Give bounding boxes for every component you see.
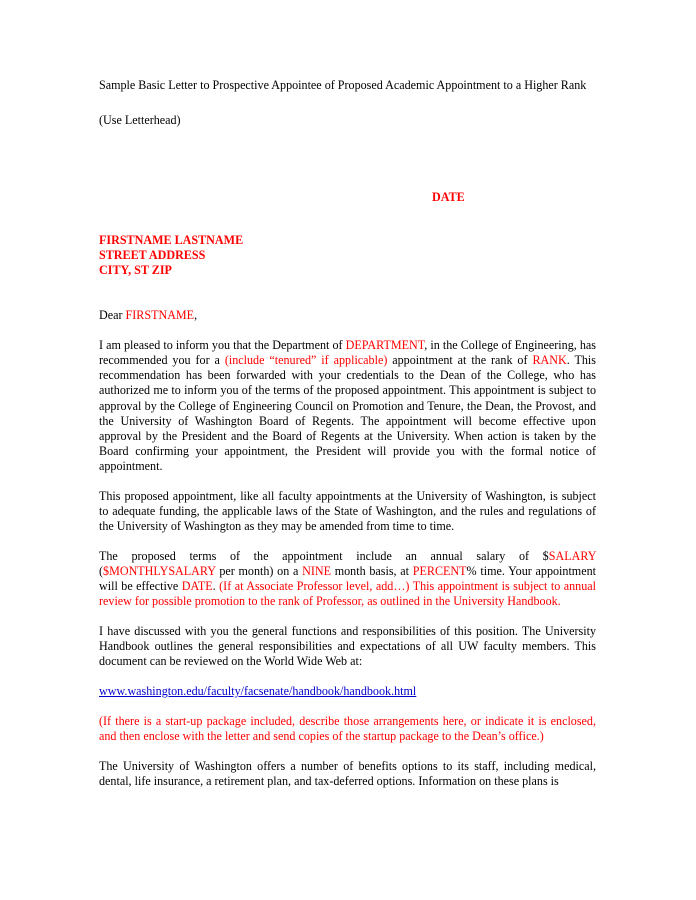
- document-title: Sample Basic Letter to Prospective Appointee of Proposed Academic Appointment to a Higher Rank: [99, 78, 587, 92]
- date-line: [99, 190, 596, 205]
- para3-segment-1: The proposed terms of the appointment include an annual salary of $: [99, 548, 549, 563]
- salutation-firstname-placeholder: FIRSTNAME: [125, 308, 195, 323]
- salutation-line: [99, 308, 596, 323]
- document-body: [99, 78, 596, 789]
- effective-date-placeholder: DATE: [181, 578, 213, 593]
- paragraph-startup-package-note: (If there is a start-up package included, describe those arrangements here, or indicate it is enclosed, and then enclose with the letter and send copies of the startup package to the Dean’s office.): [99, 714, 596, 744]
- para3-segment-4: month basis, at: [331, 563, 413, 578]
- department-placeholder: DEPARTMENT: [345, 338, 425, 353]
- tenure-note-placeholder: (include “tenured” if applicable): [224, 353, 388, 368]
- recipient-address-block: [99, 233, 596, 278]
- salary-placeholder: SALARY: [548, 548, 596, 563]
- spacer-before-url: [99, 669, 596, 684]
- date-placeholder: DATE: [432, 190, 465, 205]
- paragraph-funding-conditions: This proposed appointment, like all faculty appointments at the University of Washington, is subject to adequate funding, the applicable laws of the State of Washington, and the rules and regulations of the University of Washington as they may be amended from time to time.: [99, 488, 596, 533]
- spacer-before-para6: [99, 744, 596, 759]
- paragraph-appointment-recommendation: [99, 338, 596, 473]
- spacer-before-para5: [99, 699, 596, 714]
- para1-segment-3: appointment at the rank of: [387, 353, 533, 368]
- paragraph-benefits-options: The University of Washington offers a number of benefits options to its staff, including medical, dental, life insurance, a retirement plan, and tax-deferred options. Information on these plans is: [99, 759, 596, 789]
- spacer-after-title: [99, 93, 596, 113]
- para3-segment-2: (: [99, 563, 104, 578]
- para1-segment-1: I am pleased to inform you that the Department of: [99, 338, 346, 353]
- paragraph-handbook-reference: I have discussed with you the general functions and responsibilities of this position. The University Handbook outlines the general responsibilities and expectations of all UW faculty members. This document can be reviewed on the World Wide Web at:: [99, 624, 596, 669]
- spacer-before-para2: [99, 474, 596, 489]
- paragraph-salary-terms: [99, 549, 596, 609]
- para3-segment-6: .: [212, 578, 220, 593]
- para3-segment-3: per month) on a: [215, 563, 303, 578]
- address-city-line: CITY, ST ZIP: [99, 263, 172, 278]
- letterhead-note: (Use Letterhead): [99, 113, 181, 128]
- para1-segment-2: , in the College of Engineering, has recommended you for a: [99, 338, 596, 368]
- spacer-before-para3: [99, 534, 596, 549]
- months-placeholder: NINE: [302, 563, 331, 578]
- salutation-greeting: Dear: [99, 308, 126, 323]
- handbook-url-link[interactable]: www.washington.edu/faculty/facsenate/handbook/handbook.html: [99, 684, 417, 699]
- para1-segment-4: . This recommendation has been forwarded with your credentials to the Dean of the College, who has authorized me to inform you of the terms of the proposed appointment. This appointment is subject to approval by the College of Engineering Council on Promotion and Tenure, the Dean, the Provost, and the University of Washington Board of Regents. The appointment will become effective upon approval by the President and the Board of Regents at the University. When action is taken by the Board confirming your appointment, the President will provide you with the formal notice of appointment.: [99, 353, 596, 473]
- handbook-url-line: [99, 684, 596, 699]
- percent-placeholder: PERCENT: [412, 563, 467, 578]
- spacer-letterhead: [99, 128, 596, 190]
- spacer-after-address: [99, 278, 596, 308]
- associate-professor-note: (If at Associate Professor level, add…) This appointment is subject to annual review for possible promotion to the rank of Professor, as outlined in the University Handbook.: [99, 578, 597, 609]
- address-name-line: FIRSTNAME LASTNAME: [99, 233, 244, 248]
- salutation-comma: ,: [194, 308, 198, 323]
- address-street-line: STREET ADDRESS: [99, 248, 206, 263]
- monthly-salary-placeholder: $MONTHLYSALARY: [103, 563, 216, 578]
- rank-placeholder: RANK: [532, 353, 567, 368]
- spacer-before-para4: [99, 609, 596, 624]
- spacer-after-date: [99, 205, 596, 233]
- para3-segment-5: % time. Your appointment will be effective: [99, 563, 596, 593]
- spacer-before-para1: [99, 323, 596, 338]
